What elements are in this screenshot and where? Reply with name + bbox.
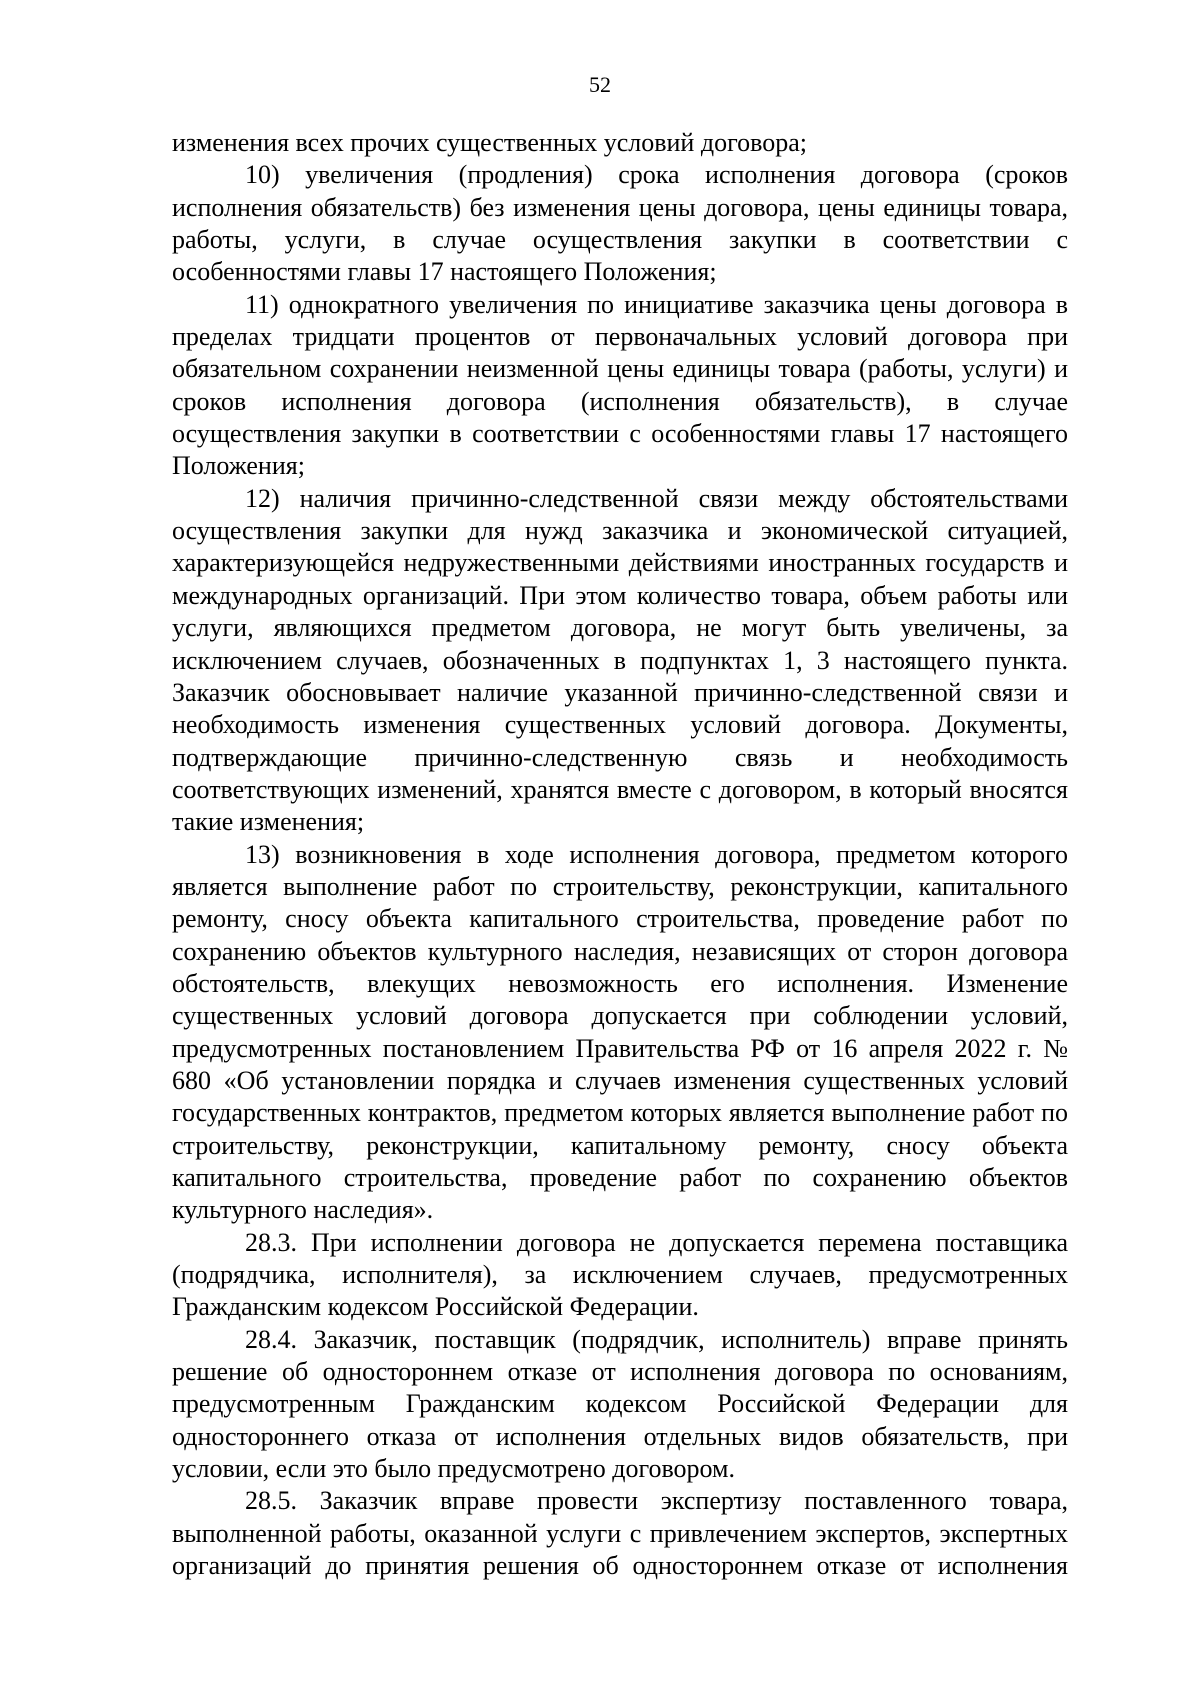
paragraph-28-5: 28.5. Заказчик вправе провести экспертизу поставленного товара, выполненной работы, оказанной услуги с привлечением экспертов, экспертных организаций до принятия решения об одностороннем отказе от исполнения — [172, 1486, 1068, 1581]
paragraph-item-12: 12) наличия причинно-следственной связи между обстоятельствами осуществления закупки для нужд заказчика и экономической ситуацией, характеризующейся недружественными действиями иностранных государств и международных организаций. При этом количество товара, объем работы или услуги, являющихся предметом договора, не могут быть увеличены, за исключением случаев, обозначенных в подпунктах 1, 3 настоящего пункта. Заказчик обосновывает наличие указанной причинно-следственной связи и необходимость изменения существенных условий договора. Документы, подтверждающие причинно-следственную связь и необходимость соответствующих изменений, хранятся вместе с договором, в который вносятся такие изменения; — [172, 483, 1068, 837]
paragraph-28-3: 28.3. При исполнении договора не допускается перемена поставщика (подрядчика, исполнителя), за исключением случаев, предусмотренных Гражданским кодексом Российской Федерации. — [172, 1227, 1068, 1322]
paragraph-item-10: 10) увеличения (продления) срока исполнения договора (сроков исполнения обязательств) без изменения цены договора, цены единицы товара, работы, услуги, в случае осуществления закупки в соответствии с особенностями главы 17 настоящего Положения; — [172, 160, 1068, 287]
page-number: 52 — [589, 72, 611, 97]
paragraph-28-4: 28.4. Заказчик, поставщик (подрядчик, исполнитель) вправе принять решение об одностороннем отказе от исполнения договора по основаниям, предусмотренным Гражданским кодексом Российской Федерации для одностороннего отказа от исполнения отдельных видов обязательств, при условии, если это было предусмотрено договором. — [172, 1324, 1068, 1484]
paragraph-item-13: 13) возникновения в ходе исполнения договора, предметом которого является выполнение работ по строительству, реконструкции, капитального ремонту, сносу объекта капитального строительства, проведение работ по сохранению объектов культурного наследия, независящих от сторон договора обстоятельств, влекущих невозможность его исполнения. Изменение существенных условий договора допускается при соблюдении условий, предусмотренных постановлением Правительства РФ от 16 апреля 2022 г. № 680 «Об установлении порядка и случаев изменения существенных условий государственных контрактов, предметом которых является выполнение работ по строительству, реконструкции, капитальному ремонту, сносу объекта капитального строительства, проведение работ по сохранению объектов культурного наследия». — [172, 839, 1068, 1225]
document-body — [172, 127, 1068, 1582]
paragraph-item-11: 11) однократного увеличения по инициативе заказчика цены договора в пределах тридцати процентов от первоначальных условий договора при обязательном сохранении неизменной цены единицы товара (работы, услуги) и сроков исполнения договора (исполнения обязательств), в случае осуществления закупки в соответствии с особенностями главы 17 настоящего Положения; — [172, 289, 1068, 481]
paragraph-continuation: изменения всех прочих существенных условий договора; — [172, 128, 807, 157]
